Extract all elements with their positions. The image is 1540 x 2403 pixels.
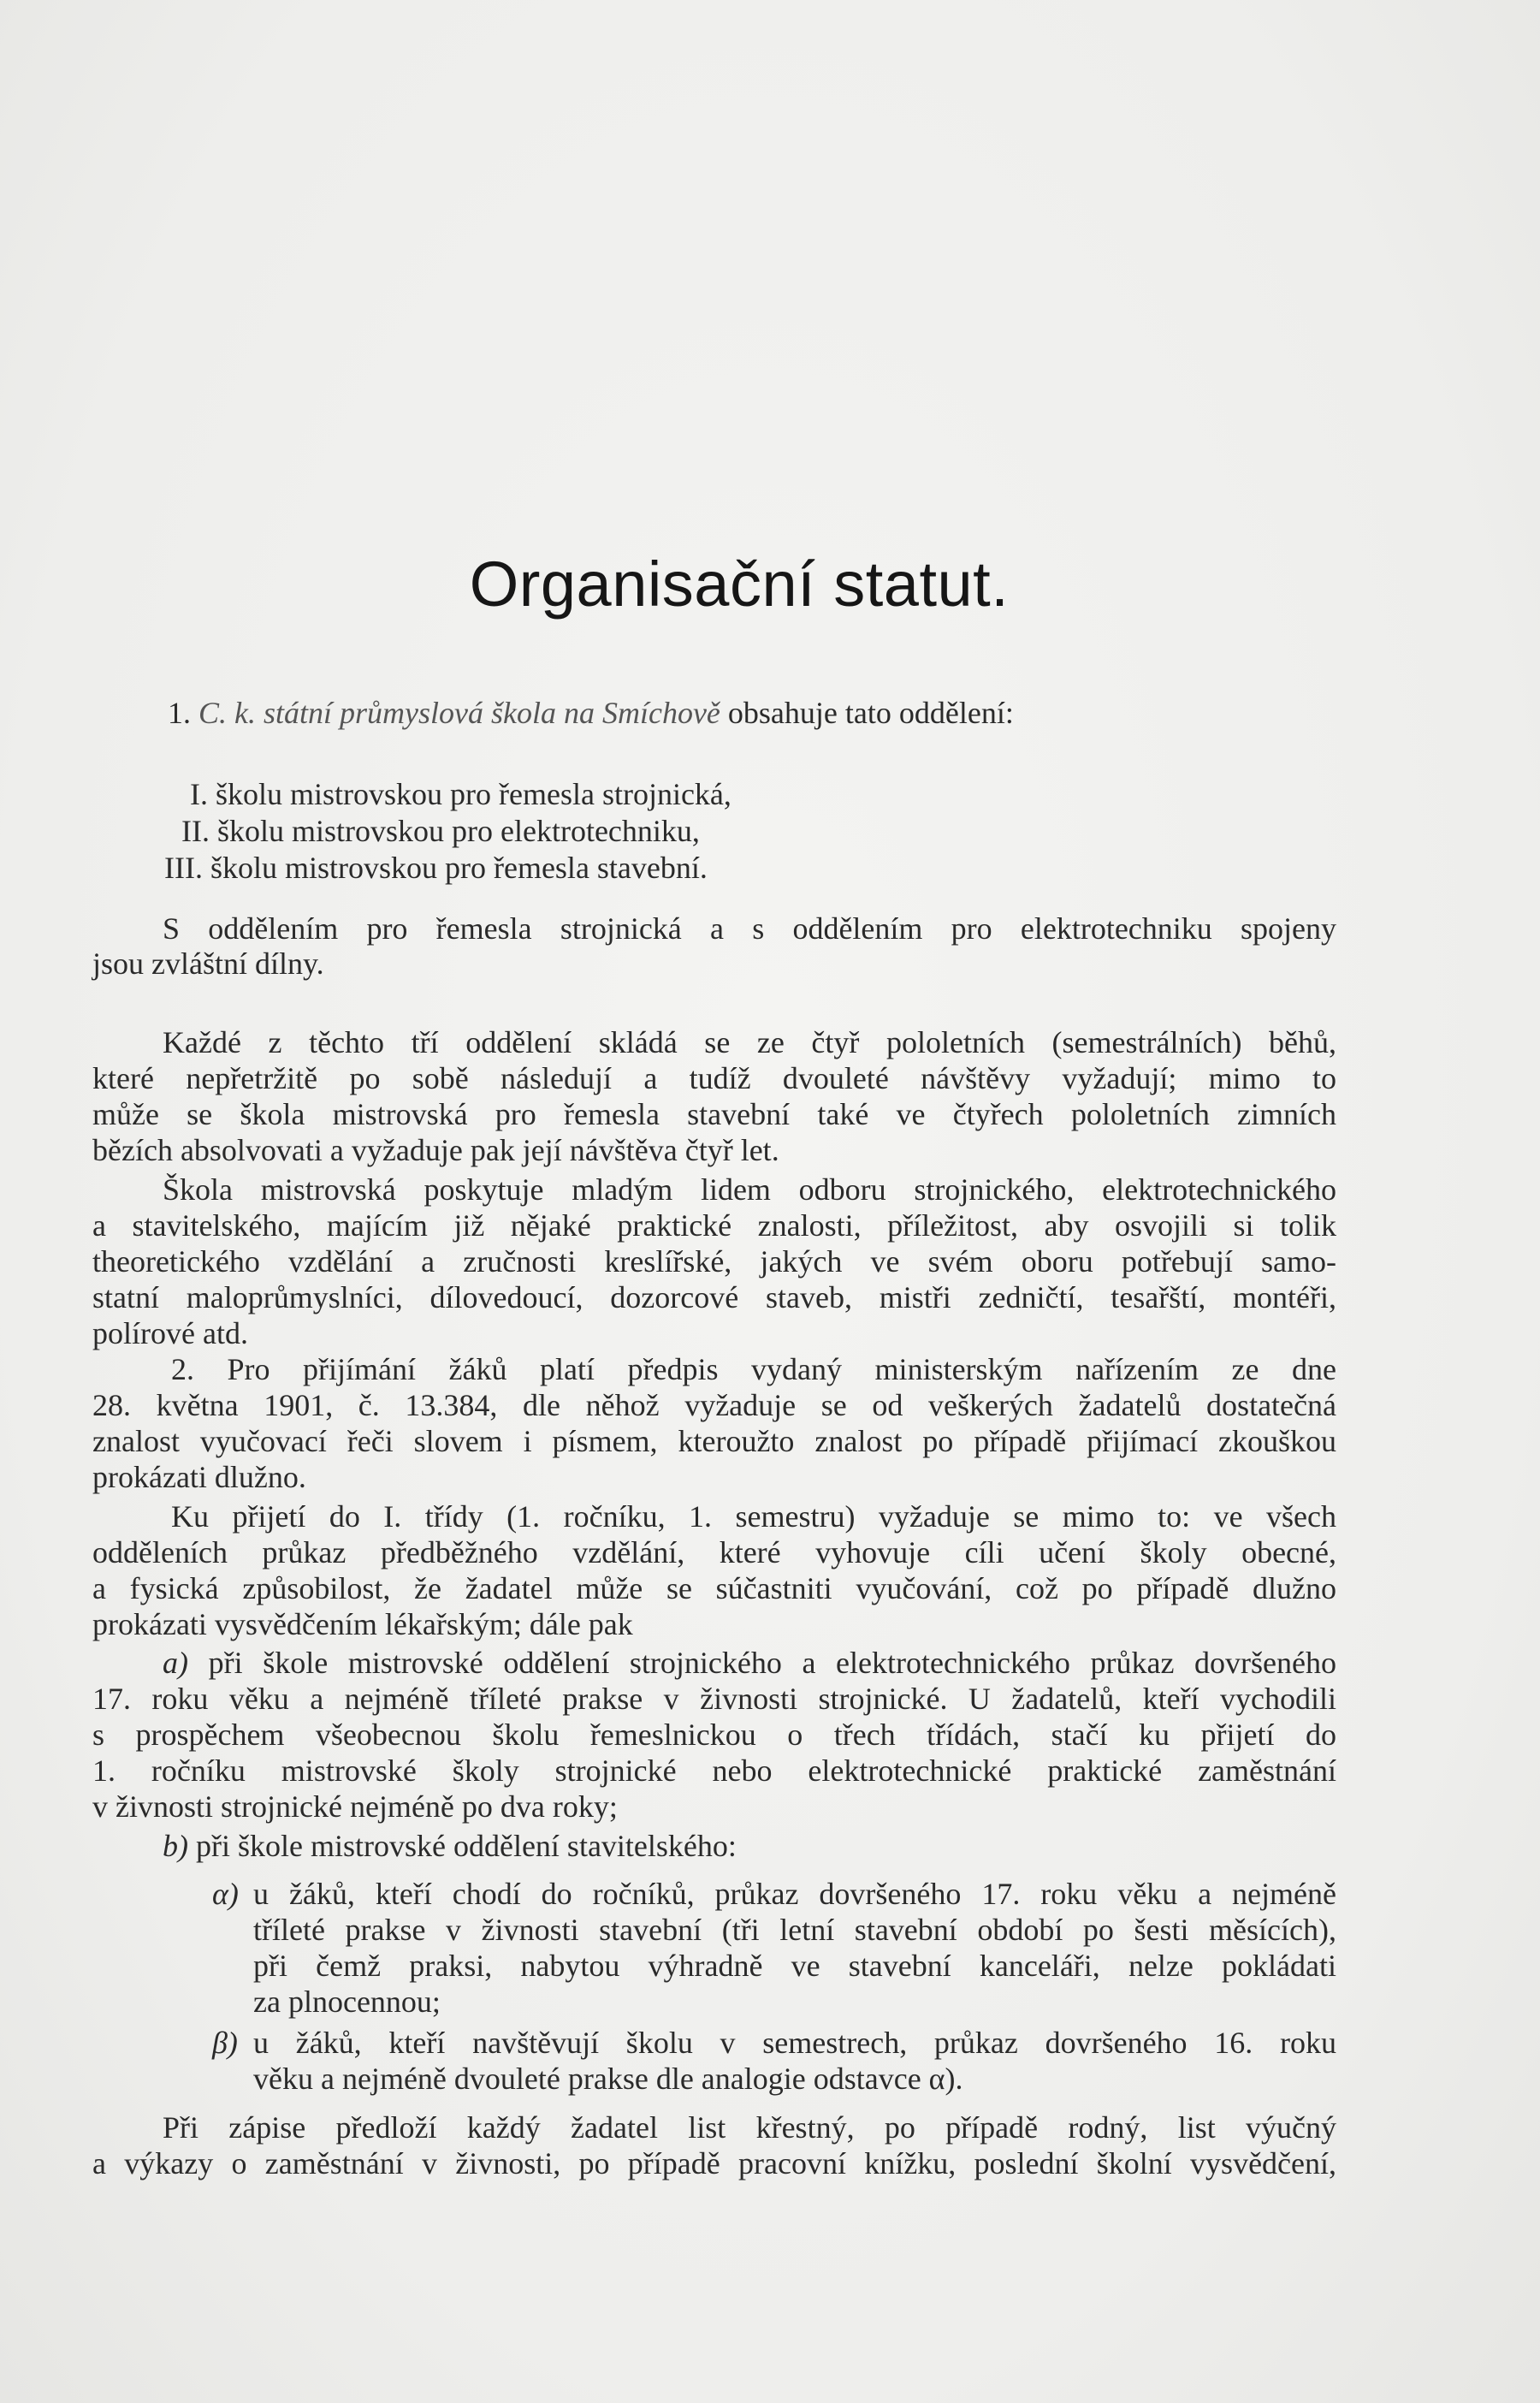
text-line: 2. Pro přijímání žáků platí předpis vydaný ministerským nařízením ze dne [171,1352,1336,1386]
text-line: znalost vyučovací řeči slovem i písmem, kteroužto znalost po případě přijímací zkouškou [92,1424,1336,1458]
text-line: jsou zvláštní dílny. [92,946,324,981]
department-item: III. školu mistrovskou pro řemesla stavební. [164,851,708,885]
intro-text: obsahuje tato oddělení: [727,696,1014,730]
text-line: Škola mistrovská poskytuje mladým lidem odboru strojnického, elektrotechnického [163,1172,1336,1207]
text-line: statní maloprůmyslníci, dílovedoucí, dozorcové staveb, mistři zedničtí, tesařští, montéři, [92,1280,1336,1314]
text-line: může se škola mistrovská pro řemesla stavební také ve čtyřech pololetních zimních [92,1097,1336,1131]
text-line: tříleté prakse v živnosti stavební (tři letní stavební období po šesti měsících), [253,1913,1336,1947]
list-item-text: při škole mistrovské oddělení stavitelského: [196,1829,737,1863]
text-line: bězích absolvovati a vyžaduje pak její návštěva čtyř let. [92,1133,779,1167]
paragraph-number: 1. [168,696,191,730]
text-line: odděleních průkaz předběžného vzdělání, které vyhovuje cíli učení školy obecné, [92,1535,1336,1569]
text-line: a fysická způsobilost, že žadatel může se súčastniti vyučování, což po případě dlužno [92,1571,1336,1605]
text-line: které nepřetržitě po sobě následují a tudíž dvouleté návštěvy vyžadují; mimo to [92,1061,1336,1095]
text-line: věku a nejméně dvouleté prakse dle analogie odstavce α). [253,2062,963,2096]
list-marker: b) [163,1829,188,1863]
text-line: Ku přijetí do I. třídy (1. ročníku, 1. semestru) vyžaduje se mimo to: ve všech [171,1499,1336,1534]
list-marker: α) [212,1877,239,1911]
list-marker: β) [212,2026,238,2060]
text-line: a stavitelského, majícím již nějaké praktické znalosti, příležitost, aby osvojili si tolik [92,1208,1336,1243]
text-line: při čemž praksi, nabytou výhradně ve stavební kanceláři, nelze pokládati [253,1949,1336,1983]
text-line: prokázati dlužno. [92,1460,306,1494]
paragraph-1-intro [168,697,1014,728]
text-line: 1. ročníku mistrovské školy strojnické nebo elektrotechnické praktické zaměstnání [92,1753,1336,1788]
text-line: za plnocennou; [253,1985,441,2019]
list-item-alpha: u žáků, kteří chodí do ročníků, průkaz dovršeného 17. roku věku a nejméně [253,1877,1336,1911]
department-item: I. školu mistrovskou pro řemesla strojnická, [190,777,732,811]
list-marker: a) [163,1646,188,1680]
text-line: polírové atd. [92,1316,248,1350]
text-line: theoretického vzdělání a zručnosti kreslířské, jakých ve svém oboru potřebují samo- [92,1244,1336,1279]
list-item-a [163,1647,1336,1678]
list-item-beta: u žáků, kteří navštěvují školu v semestrech, průkaz dovršeného 16. roku [253,2026,1336,2060]
text-line: S oddělením pro řemesla strojnická a s oddělením pro elektrotechniku spojeny [163,911,1336,946]
text-line: v živnosti strojnické nejméně po dva roky; [92,1789,618,1824]
text-line: Každé z těchto tří oddělení skládá se ze čtyř pololetních (semestrálních) běhů, [163,1025,1336,1059]
page-title: Organisační statut. [469,549,1010,620]
text-line: 17. roku věku a nejméně tříleté prakse v živnosti strojnické. U žadatelů, kteří vychodili [92,1682,1336,1716]
text-line: s prospěchem všeobecnou školu řemeslnickou o třech třídách, stačí ku přijetí do [92,1718,1336,1752]
text-line: prokázati vysvědčením lékařským; dále pak [92,1607,633,1641]
text-line: Při zápise předloží každý žadatel list křestný, po případě rodný, list výučný [163,2110,1336,2145]
text-line: 28. května 1901, č. 13.384, dle něhož vyžaduje se od veškerých žadatelů dostatečná [92,1388,1336,1422]
list-item-b [163,1830,737,1861]
department-item: II. školu mistrovskou pro elektrotechniku, [181,814,700,848]
school-name: C. k. státní průmyslová škola na Smíchově [198,696,720,730]
list-item-text: při škole mistrovské oddělení strojnického a elektrotechnického průkaz dovršeného [208,1646,1337,1680]
text-line: a výkazy o zaměstnání v živnosti, po případě pracovní knížku, poslední školní vysvědčení, [92,2146,1336,2180]
